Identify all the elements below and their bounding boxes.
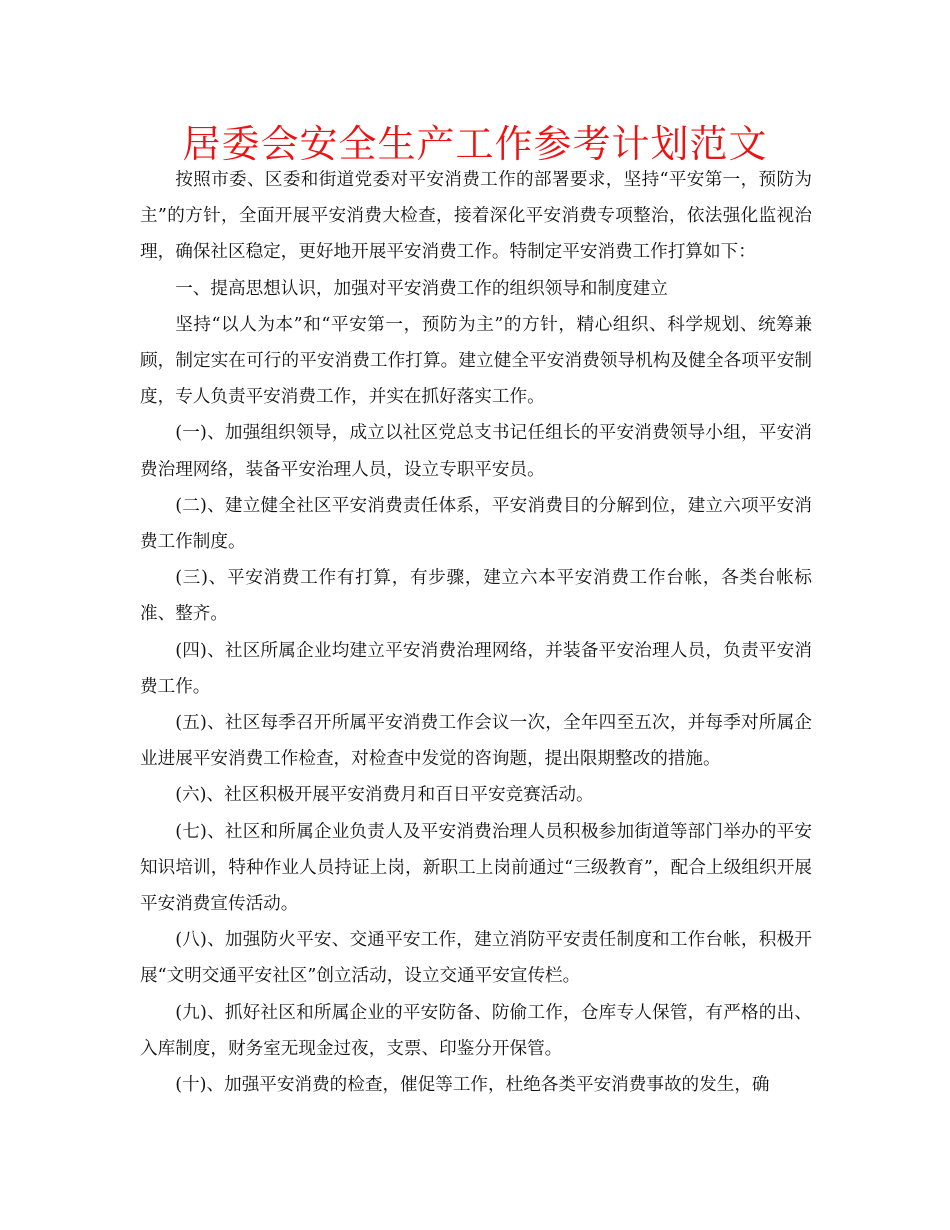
list-item-1: (一)、加强组织领导，成立以社区党总支书记任组长的平安消费领导小组，平安消费治理网络，装备平安治理人员，设立专职平安员。 [140, 423, 812, 480]
list-item-10: (十)、加强平安消费的检查，催促等工作，杜绝各类平安消费事故的发生，确 [175, 1075, 770, 1096]
list-item-4: (四)、社区所属企业均建立平安消费治理网络，并装备平安治理人员，负责平安消费工作。 [140, 640, 812, 697]
list-item-7: (七)、社区和所属企业负责人及平安消费治理人员积极参加街道等部门举办的平安知识培训，特种作业人员持证上岗，新职工上岗前通过“三级教育”，配合上级组织开展平安消费宣传活动。 [140, 821, 812, 915]
list-item-6: (六)、社区积极开展平安消费月和百日平安竞赛活动。 [175, 785, 594, 806]
list-item-8: (八)、加强防火平安、交通平安工作，建立消防平安责任制度和工作台帐，积极开展“文明交通平安社区”创立活动，设立交通平安宣传栏。 [140, 930, 812, 987]
document-title: 居委会安全生产工作参考计划范文 [182, 122, 768, 166]
section-heading-1: 一、提高思想认识，加强对平安消费工作的组织领导和制度建立 [175, 278, 668, 299]
list-item-5: (五)、社区每季召开所属平安消费工作会议一次，全年四至五次，并每季对所属企业进展平安消费工作检查，对检查中发觉的咨询题，提出限期整改的措施。 [140, 713, 812, 770]
paragraph-intro: 按照市委、区委和街道党委对平安消费工作的部署要求，坚持“平安第一，预防为主”的方针，全面开展平安消费大检查，接着深化平安消费专项整治，依法强化监视治理，确保社区稳定，更好地开展平安消费工作。特制定平安消费工作打算如下： [140, 170, 812, 263]
document-body [140, 162, 812, 1103]
list-item-9: (九)、抓好社区和所属企业的平安防备、防偷工作，仓库专人保管，有严格的出、入库制度，财务室无现金过夜，支票、印鉴分开保管。 [140, 1002, 812, 1059]
list-item-2: (二)、建立健全社区平安消费责任体系，平安消费目的分解到位，建立六项平安消费工作制度。 [140, 495, 812, 553]
paragraph-section-1: 坚持“以人为本”和“平安第一，预防为主”的方针，精心组织、科学规划、统筹兼顾，制定实在可行的平安消费工作打算。建立健全平安消费领导机构及健全各项平安制度，专人负责平安消费工作，并实在抓好落实工作。 [140, 314, 812, 408]
list-item-3: (三)、平安消费工作有打算，有步骤，建立六本平安消费工作台帐，各类台帐标准、整齐。 [140, 568, 812, 625]
